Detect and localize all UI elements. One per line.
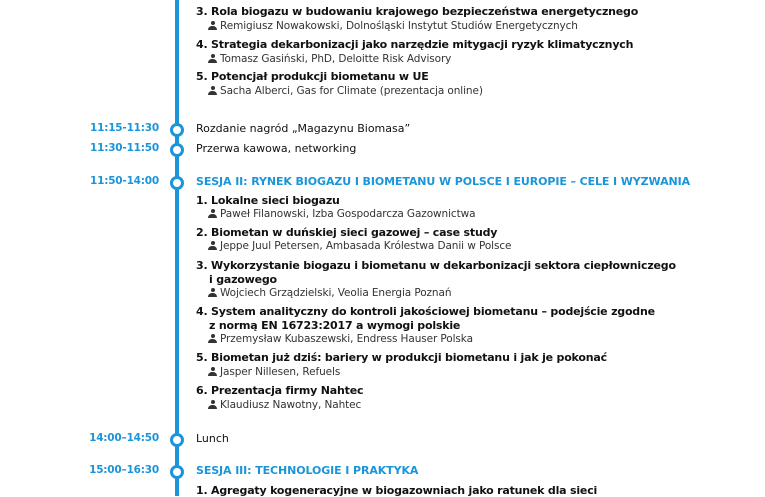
person-icon [208,367,217,376]
person-icon [208,241,217,250]
talk-title: 4. System analityczny do kontroli jakościowej biometanu – podejście zgodne [196,305,655,318]
person-icon [208,288,217,297]
person-icon [208,86,217,95]
speaker: Przemysław Kubaszewski, Endress Hauser Polska [208,333,473,345]
event-time: 14:00–14:50 [89,432,159,444]
talk-title-cont: z normą EN 16723:2017 a wymogi polskie [209,319,461,332]
talk-title: 5. Biometan już dziś: bariery w produkcji biometanu i jak je pokonać [196,351,607,364]
speaker: Klaudiusz Nawotny, Nahtec [208,399,361,411]
timeline-dot [170,143,184,157]
session-title: SESJA II: RYNEK BIOGAZU I BIOMETANU W POLSCE I EUROPIE – CELE I WYZWANIA [196,175,691,188]
person-icon [208,54,217,63]
talk-title: 3. Wykorzystanie biogazu i biometanu w dekarbonizacji sektora ciepłowniczego [196,259,676,272]
person-icon [208,209,217,218]
event-label: Przerwa kawowa, networking [196,142,357,155]
speaker: Jasper Nillesen, Refuels [208,366,340,378]
person-icon [208,21,217,30]
event-time: 11:15-11:30 [89,122,159,134]
timeline-dot [170,465,184,479]
event-label: Lunch [196,432,229,445]
timeline-dot [170,123,184,137]
event-label: Rozdanie nagród „Magazynu Biomasa” [196,122,411,135]
person-icon [208,334,217,343]
event-time: 11:30-11:50 [89,142,159,154]
timeline-dot [170,176,184,190]
speaker: Jeppe Juul Petersen, Ambasada Królestwa Danii w Polsce [208,240,511,252]
speaker: Paweł Filanowski, Izba Gospodarcza Gazownictwa [208,208,475,220]
speaker: Tomasz Gasiński, PhD, Deloitte Risk Advisory [208,53,451,65]
session-title: SESJA III: TECHNOLOGIE I PRAKTYKA [196,464,419,477]
timeline-dot [170,433,184,447]
talk-title: 2. Biometan w duńskiej sieci gazowej – case study [196,226,498,239]
talk-title: 6. Prezentacja firmy Nahtec [196,384,364,397]
session-time: 11:50-14:00 [89,175,159,187]
talk-title: 1. Lokalne sieci biogazu [196,194,340,207]
talk-title-cont: i gazowego [209,273,277,286]
talk-title: 3. Rola biogazu w budowaniu krajowego bezpieczeństwa energetycznego [196,5,639,18]
speaker: Remigiusz Nowakowski, Dolnośląski Instytut Studiów Energetycznych [208,20,578,32]
timeline-line [175,0,179,496]
session-time: 15:00–16:30 [89,464,159,476]
talk-title: 1. Agregaty kogeneracyjne w biogazowniach jako ratunek dla sieci [196,484,598,497]
talk-title: 5. Potencjał produkcji biometanu w UE [196,70,429,83]
speaker: Wojciech Grządzielski, Veolia Energia Poznań [208,287,451,299]
talk-title: 4. Strategia dekarbonizacji jako narzędzie mitygacji ryzyk klimatycznych [196,38,634,51]
person-icon [208,400,217,409]
speaker: Sacha Alberci, Gas for Climate (prezentacja online) [208,85,483,97]
